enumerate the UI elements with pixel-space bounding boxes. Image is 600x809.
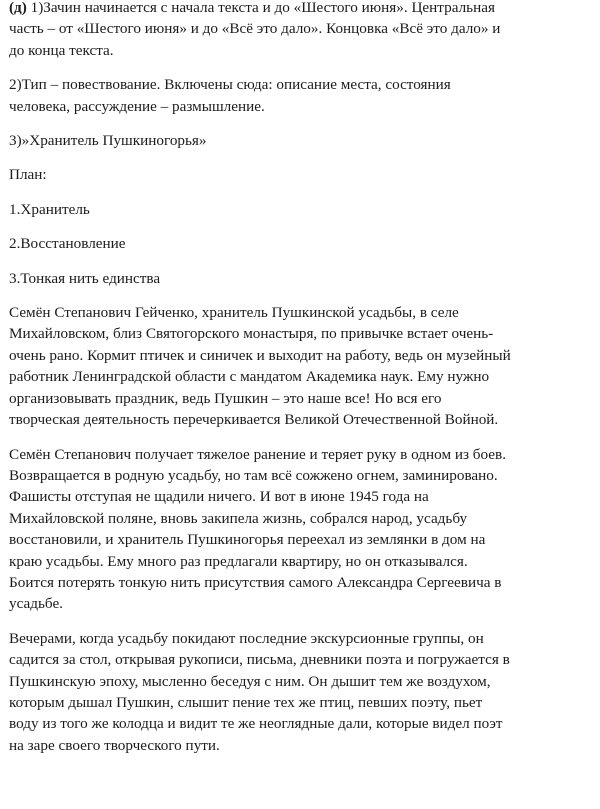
paragraph-title bbox=[9, 130, 591, 151]
paragraph-line: до конца текста. bbox=[9, 41, 114, 59]
paragraph-line: очень рано. Кормит птичек и синичек и выходит на работу, ведь он музейный bbox=[9, 346, 511, 364]
paragraph-line: часть – от «Шестого июня» и до «Всё это дало». Концовка «Всё это дало» и bbox=[9, 20, 501, 38]
paragraph-line: человека, рассуждение – размышление. bbox=[9, 97, 265, 115]
paragraph-line: работник Ленинградской области с мандатом Академика наук. Ему нужно bbox=[9, 368, 490, 386]
paragraph-line: Вечерами, когда усадьбу покидают последние экскурсионные группы, он bbox=[9, 629, 484, 647]
document-page bbox=[9, 0, 591, 756]
paragraph-line: воду из того же колодца и видит те же неоглядные дали, которые видел поэт bbox=[9, 715, 503, 733]
paragraph-line: Михайловском, близ Святогорского монастыря, по привычке встает очень- bbox=[9, 325, 494, 343]
paragraph-line: Семён Степанович получает тяжелое ранение и теряет руку в одном из боев. bbox=[9, 445, 506, 463]
paragraph-line: усадьбе. bbox=[9, 595, 63, 613]
paragraph-line: 2)Тип – повествование. Включены сюда: описание места, состояния bbox=[9, 76, 451, 94]
paragraph-line: Фашисты отступая не щадили ничего. И вот в июне 1945 года на bbox=[9, 488, 429, 506]
paragraph-line: Михайловской поляне, вновь закипела жизнь, собрался народ, усадьбу bbox=[9, 509, 468, 527]
paragraph-line: краю усадьбы. Ему много раз предлагали квартиру, но он отказывался. bbox=[9, 552, 468, 570]
plan-item-1 bbox=[9, 199, 591, 220]
paragraph-line: творческая деятельность перечеркивается Великой Отечественной Войной. bbox=[9, 411, 499, 429]
paragraph-guardian bbox=[9, 302, 591, 430]
paragraph-line: Боится потерять тонкую нить присутствия самого Александра Сергеевича в bbox=[9, 573, 502, 591]
plan-item-2 bbox=[9, 233, 591, 254]
paragraph-evenings bbox=[9, 628, 591, 756]
plan-item: 1.Хранитель bbox=[9, 200, 90, 218]
paragraph-line: на заре своего творческого пути. bbox=[9, 736, 220, 754]
plan-heading-line: План: bbox=[9, 166, 47, 184]
plan-item-3 bbox=[9, 268, 591, 289]
paragraph-line: Семён Степанович Гейченко, хранитель Пушкинской усадьбы, в селе bbox=[9, 304, 459, 322]
paragraph-line: восстановили, и хранитель Пушкиногорья переехал из землянки в дом на bbox=[9, 531, 486, 549]
title-line: 3)»Хранитель Пушкиногорья» bbox=[9, 132, 207, 150]
paragraph-line: садится за стол, открывая рукописи, письма, дневники поэта и погружается в bbox=[9, 651, 510, 669]
paragraph-line: Пушкинскую эпоху, мысленно беседуя с ним. Он дышит тем же воздухом, bbox=[9, 672, 491, 690]
paragraph-line: Возвращается в родную усадьбу, но там всё сожжено огнем, заминировано. bbox=[9, 466, 498, 484]
paragraph-line: организовывать праздник, ведь Пушкин – это наше все! Но вся его bbox=[9, 389, 442, 407]
paragraph-restoration bbox=[9, 444, 591, 615]
paragraph-line: (д) 1)Зачин начинается с начала текста и до «Шестого июня». Центральная bbox=[9, 0, 495, 16]
paragraph-structure bbox=[9, 0, 591, 61]
plan-item: 2.Восстановление bbox=[9, 235, 126, 253]
paragraph-line: которым дышал Пушкин, слышит пение тех же птиц, певших поэту, пьет bbox=[9, 693, 483, 711]
plan-heading bbox=[9, 164, 591, 185]
plan-item: 3.Тонкая нить единства bbox=[9, 269, 161, 287]
task-marker: (д) bbox=[9, 0, 27, 16]
paragraph-type bbox=[9, 74, 591, 117]
